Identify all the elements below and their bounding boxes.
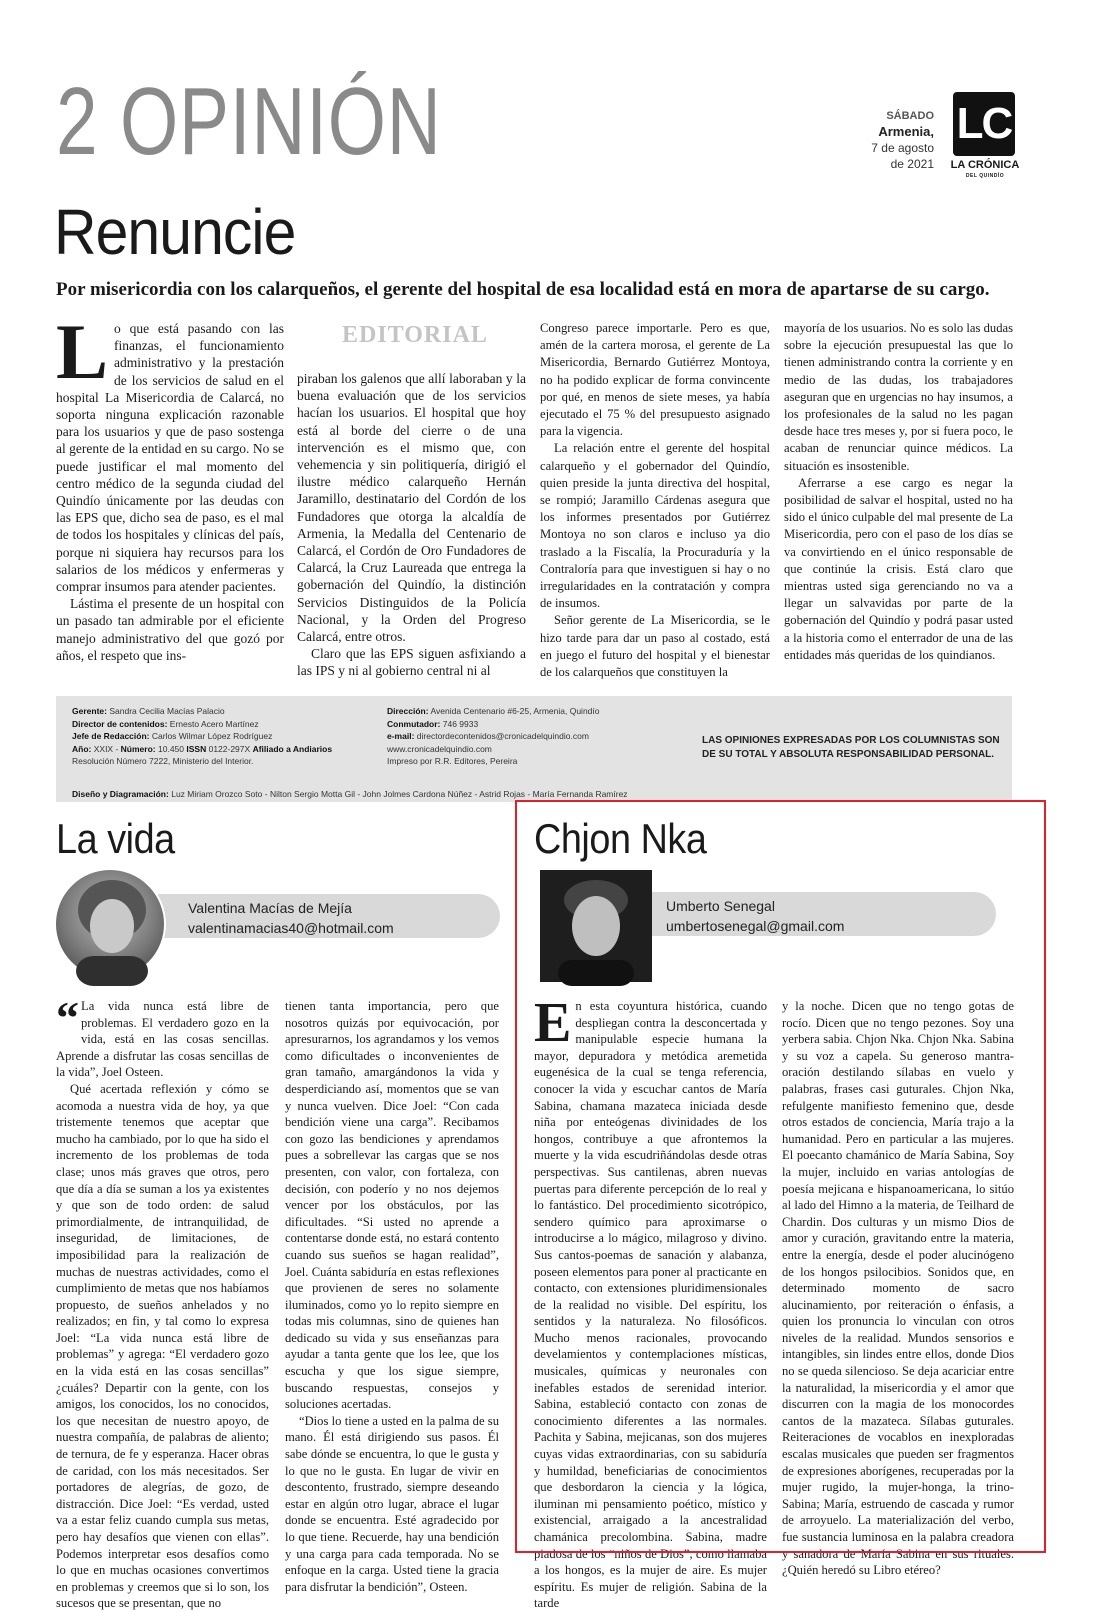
masthead-contact: Dirección: Avenida Centenario #6-25, Armenia, Quindío Conmutador: 746 9933 e-mail: directordecontenidos@cronicadelquindio.com www.cronicadelquindio.com Impreso por R.R. Editores, Pereira: [387, 705, 687, 768]
editorial-column-2: [297, 370, 526, 680]
editorial-label: EDITORIAL: [342, 322, 488, 348]
date-line-2: de 2021: [890, 157, 934, 171]
editorial-column-3: [540, 320, 770, 681]
editorial-paragraph: Congreso parece importarle. Pero es que, amén de la cartera morosa, el gerente de La Misericordia, Bernardo Gutiérrez Montoya, no ha podido explicar de forma convincente por qué, en menos de siete meses, ya había ejecutado el 75 % del presupuesto asignado para la vigencia.: [540, 321, 770, 439]
masthead-disclaimer: LAS OPINIONES EXPRESADAS POR LOS COLUMNISTAS SON DE SU TOTAL Y ABSOLUTA RESPONSABILIDAD PERSONAL.: [702, 735, 1000, 760]
masthead-box: [56, 696, 1012, 802]
lavida-column-2: [285, 998, 499, 1595]
lavida-byline: [120, 894, 500, 938]
masthead-email-link[interactable]: directordecontenidos@cronicadelquindio.com: [416, 731, 589, 741]
date-city: Armenia,: [878, 124, 934, 139]
chjon-byline: [598, 892, 996, 936]
editorial-column-1: [56, 308, 284, 664]
dropcap: E: [534, 992, 572, 1054]
editorial-paragraph: mayoría de los usuarios. No es solo las dudas sobre la ejecución presupuestal las que lo tienen administrando contra la corriente y en medio de las dudas, los trabajadores aseguran que en urgencias no hay insumos, a los profesionales de la salud no les pagan desde hace tres meses y, por si fuera poco, le acaban de renunciar quince médicos. La situación es insostenible.: [784, 321, 1013, 473]
chjon-paragraph: En esta coyuntura histórica, cuando despliegan contra la desconcertada y manipulable especie humana la mayor, depuradora y metódica aremetida eugenésica de la cual se tenga referencia, conocer la vida y escuchar cantos de María Sabina, chamana mazateca iniciada desde niña por enteógenas divinidades de los hongos, contribuye a que afrontemos la muerte y la vida escudriñándolas desde otras perspectivas. Sus cantilenas, abren nuevas puertas para diferente percepción de lo real y lo fantástico. Del procedimiento sicotrópico, sendero químico para aproximarse o introducirse a lo mágico, milagroso y divino. Sus cantos-poemas de sanación y alabanza, poseen elementos para poner al practicante en contacto, con extensiones pluridimensionales de la realidad no visible. Del espíritu, los sentidos y la naturaleza. No filosóficos. Mucho menos racionales, provocando develamientos y contemplaciones místicas, musicales, químicas y neuronales con inefables estados de serenidad interior. Sabina, estableció contacto con zonas de conocimiento diferentes a las normales. Pachita y Sabina, mejicanas, son dos mujeres cuyas vidas extraordinarias, con su sabiduría y humildad, beneficiarias de conocimientos que desbordaron la ciencia y la lógica, iluminan mi pensamiento poético, místico y existencial, arraigado a la ancestralidad chamánica precolombina. Sabina, madre piadosa de los “niños de Dios”, como llamaba a los hongos, es la mujer de aire. Es mujer espíritu. Es mujer de religión. Sabina de la tarde: [534, 992, 767, 1611]
editorial-title: Renuncie: [54, 196, 296, 268]
editorial-paragraph: Lástima el presente de un hospital con un pasado tan admirable por el eficiente manejo administrativo del que gozó por años, el respeto que ins-: [56, 596, 284, 663]
editorial-paragraph: piraban los galenos que allí laboraban y la buena evaluación que de los servicios hacían los usuarios. El hospital que hoy está al borde del cierre o de una intervención es el mismo que, con vehemencia y sin politiquería, dirigió el ilustre médico calarqueño Hernán Jaramillo, destinatario del Cordón de los Fundadores que otorga la alcaldía de Armenia, la Medalla del Centenario de Calarcá, el Cordón de Oro Fundadores de Calarcá, la Cruz Laureada que entrega la gobernación del Quindío, la distinción Servicios Distinguidos de la Policía Nacional, y la Orden del Progreso Calarcá, entre otros.: [297, 371, 526, 645]
chjon-column-2: [782, 998, 1014, 1579]
lavida-column-1: [56, 992, 269, 1612]
editorial-paragraph: La relación entre el gerente del hospital calarqueño y el gobernador del Quindío, quien preside la junta directiva del hospital, se rompió; Jaramillo Cárdenas asegura que los informes presentados por Gutiérrez Montoya no son claros e incluso ya dio traslado a la Fiscalía, la Procuraduría y la Contraloría para que investiguen si hay o no irregularidades en la contratación y compra de insumos.: [540, 441, 770, 611]
chjon-column-title: Chjon Nka: [534, 815, 707, 862]
section-header: 2 OPINIÓN: [56, 68, 442, 175]
dropcap: L: [56, 308, 109, 395]
chjon-email[interactable]: umbertosenegal@gmail.com: [666, 918, 845, 934]
editorial-subtitle: Por misericordia con los calarqueños, el gerente del hospital de esa localidad está en mora de apartarse de su cargo.: [56, 279, 990, 300]
chjon-author: Umberto Senegal: [666, 898, 775, 914]
date-block: [871, 108, 934, 172]
lavida-author-photo: [54, 868, 166, 980]
lavida-author: Valentina Macías de Mejía: [188, 900, 352, 916]
editorial-paragraph: Señor gerente de La Misericordia, se le hizo tarde para dar un paso al costado, está en juego el futuro del hospital y el bienestar de los calarqueños que constituyen la: [540, 613, 770, 680]
masthead-design-credits: Diseño y Diagramación: Luz Miriam Orozco Soto - Nilton Sergio Motta Gil - John Jolmes Cardona Núñez - Astrid Rojas - María Fernanda Ramírez: [72, 789, 628, 799]
editorial-paragraph: Lo que está pasando con las finanzas, el funcionamiento administrativo y la prestación de los servicios de salud en el hospital La Misericordia de Calarcá, no soporta ninguna explicación razonable para los usuarios y que de paso sostenga al gerente de la entidad en su cargo. No se puede justificar el mal momento del centro médico de la segunda ciudad del Quindío únicamente por las deudas con las EPS que, dicho sea de paso, es el mal de todos los hospitales y clínicas del país, porque ni siquiera hay recursos para los salarios de los médicos y enfermeras y comprar insumos para atender pacientes.: [56, 308, 284, 595]
lavida-paragraph: “Dios lo tiene a usted en la palma de su mano. Él está dirigiendo sus pasos. Él sabe dónde se encuentra, lo que le gusta y lo que no le gusta. En lugar de vivir en descontento, frustrado, siempre deseando estar en algún otro lugar, abrace el lugar donde se encuentra. Esté agradecido por lo que tiene. Recuerde, hay una bendición y una carga para cada temporada. No se enfoque en la carga. Usted tiene la gracia para disfrutar la bendición”, Osteen.: [285, 1413, 499, 1594]
chjon-column-1: [534, 992, 767, 1612]
newspaper-logo-caption: [950, 160, 1020, 182]
chjon-paragraph: y la noche. Dicen que no tengo gotas de rocío. Dicen que no tengo pezones. Soy una yerbera sabia. Chjon Nka. Chjon Nka. Sabina y su voz a capela. Su generoso mantra-oración destilando sílabas en vuelo y palabras, frases casi guturales. Chjon Nka, refulgente manifiesto femenino que, desde otros estados de conciencia, María trajo a la humanidad. Pero en particular a las mujeres. El poecanto chamánico de María Sabina, Soy la mujer, incluido en varias antologías de poesía mejicana e hispanoamericana, lo sitúo al lado del Himno a la materia, de Teilhard de Chardin. Dos culturas y un mismo Dios de amor y curación, gravitando entre la materia, entre la energía, desde el poder alucinógeno de los hongos psilocibios. Sonidos que, en determinado momento de sacro alucinamiento, por reiteración o énfasis, a quien los pronuncia lo vinculan con otros niveles de la realidad. Mundos sensorios e intangibles, sin lindes entre ellos, donde Dios no se queda silencioso. Se deja acariciar entre la naturalidad, la misericordia y el amor que discurren con la magia de los monocordes cantos de la mazateca. Sílabas guturales. Reiteraciones de vocablos en inexploradas escalas musicales que pueden ser fragmentos de expresiones aborígenes, recuperadas por la mujer rugido, la mujer-honga, la trino-Sabina; María, estruendo de cascada y rumor de arroyuelo. La materialización del verbo, fue sustancia luminosa en la palabra creadora y sanadora de María Sabina en sus rituales. ¿Quién heredó su Libro etéreo?: [782, 999, 1014, 1578]
lavida-paragraph: “ La vida nunca está libre de problemas. El verdadero gozo en la vida, está en las cosas sencillas. Aprende a disfrutar las cosas sencillas de la vida”, Joel Osteen.: [56, 992, 269, 1080]
masthead-web-link[interactable]: www.cronicadelquindio.com: [387, 743, 492, 754]
newspaper-logo: LC: [953, 92, 1015, 156]
masthead-staff: Gerente: Sandra Cecilia Macías Palacio Director de contenidos: Ernesto Acero Martínez Jefe de Redacción: Carlos Wilmar López Rodríguez Año: XXIX - Número: 10.450 ISSN 0122-297X Afiliado a Andiarios Resolución Número 7222, Ministerio del Interior.: [72, 706, 333, 766]
lavida-email[interactable]: valentinamacias40@hotmail.com: [188, 920, 394, 936]
logo-name: LA CRÓNICA: [950, 159, 1020, 171]
editorial-column-4: [784, 320, 1013, 664]
quote-mark: “: [56, 992, 79, 1043]
editorial-paragraph: Claro que las EPS siguen asfixiando a las IPS y ni al gobierno central ni al: [297, 646, 526, 679]
editorial-paragraph: Aferrarse a ese cargo es negar la posibilidad de salvar el hospital, usted no ha sido el único culpable del mal presente de La Misericordia, pero con el paso de los días se va convirtiendo en el único responsable de que continúe la crisis. Está claro que mientras usted siga gerenciando no va a llegar un salvavidas por parte de la gobernación del Quindío y podrá pasar usted a la historia como el enterrador de una de las entidades más queridas de los quindianos.: [784, 475, 1013, 662]
logo-sub: DEL QUINDÍO: [965, 173, 1005, 179]
lavida-paragraph: tienen tanta importancia, pero que nosotros quizás por equivocación, por apresurarnos, los agrandamos y los vemos como dificultades o inconvenientes de gran tamaño, amargándonos la vida y desperdiciando así, momentos que se van y nunca vuelven. Dice Joel: “Con cada bendición viene una carga”. Recibamos con gozo las bendiciones y aprendamos pues a sobrellevar las cargas que se nos presenten, con valor, con fortaleza, con decisión, con poderío y no nos dejemos vencer por los obstáculos, por las dificultades. “Si usted no aprende a contentarse donde está, no estará contento cuando sus sueños se hagan realidad”, Joel. Cuánta sabiduría en estas reflexiones que provienen de seres no solamente iluminados, como yo lo repito siempre en todas mis columnas, sino de quienes han dedicado su vida y sus enseñanzas para ayudar a tanta gente que los lee, que los escucha y que los sigue siempre, buscando respuestas, consejos y soluciones acertadas.: [285, 999, 499, 1412]
date-day: SÁBADO: [886, 110, 934, 122]
lavida-paragraph: Qué acertada reflexión y cómo se acomoda a nuestra vida de hoy, ya que tristemente tenemos que aceptar que mucho ha cambiado, por lo que ha sido el incremento de los problemas de toda clase; unos más graves que otros, pero que día a día se suman a los ya existentes y que son de todo orden: de salud primordialmente, de intranquilidad, de inseguridad, de limitaciones, de imposibilidad para la realización de muchas de nuestras actividades, como el cumplimiento de metas que nos habíamos propuesto, de sueños anhelados y no realizados; en fin, y tal como lo expresa Joel: “La vida nunca está libre de problemas” y agrega: “El verdadero gozo en la vida está en las cosas sencillas” ¿cuáles? Departir con la gente, con los amigos, los conocidos, los no conocidos, los que necesitan de nuestro apoyo, de nuestra compañía, de palabras de aliento; de ternura, de fe y esperanza. Hacer obras de caridad, con los más necesitados. Ser portadores de alegrías, de gozo, de distracción. Dice Joel: “Es verdad, usted va a estar feliz cuando cumpla sus metas, pero hay desafíos que vienen con ellas”. Podemos interpretar esos desafíos como lo que en muchas ocasiones convertimos en problemas y creemos que si lo son, los sucesos que se presentan, que no: [56, 1081, 269, 1611]
date-line-1: 7 de agosto: [871, 141, 934, 155]
chjon-author-photo: [538, 868, 650, 980]
lavida-column-title: La vida: [56, 815, 175, 862]
